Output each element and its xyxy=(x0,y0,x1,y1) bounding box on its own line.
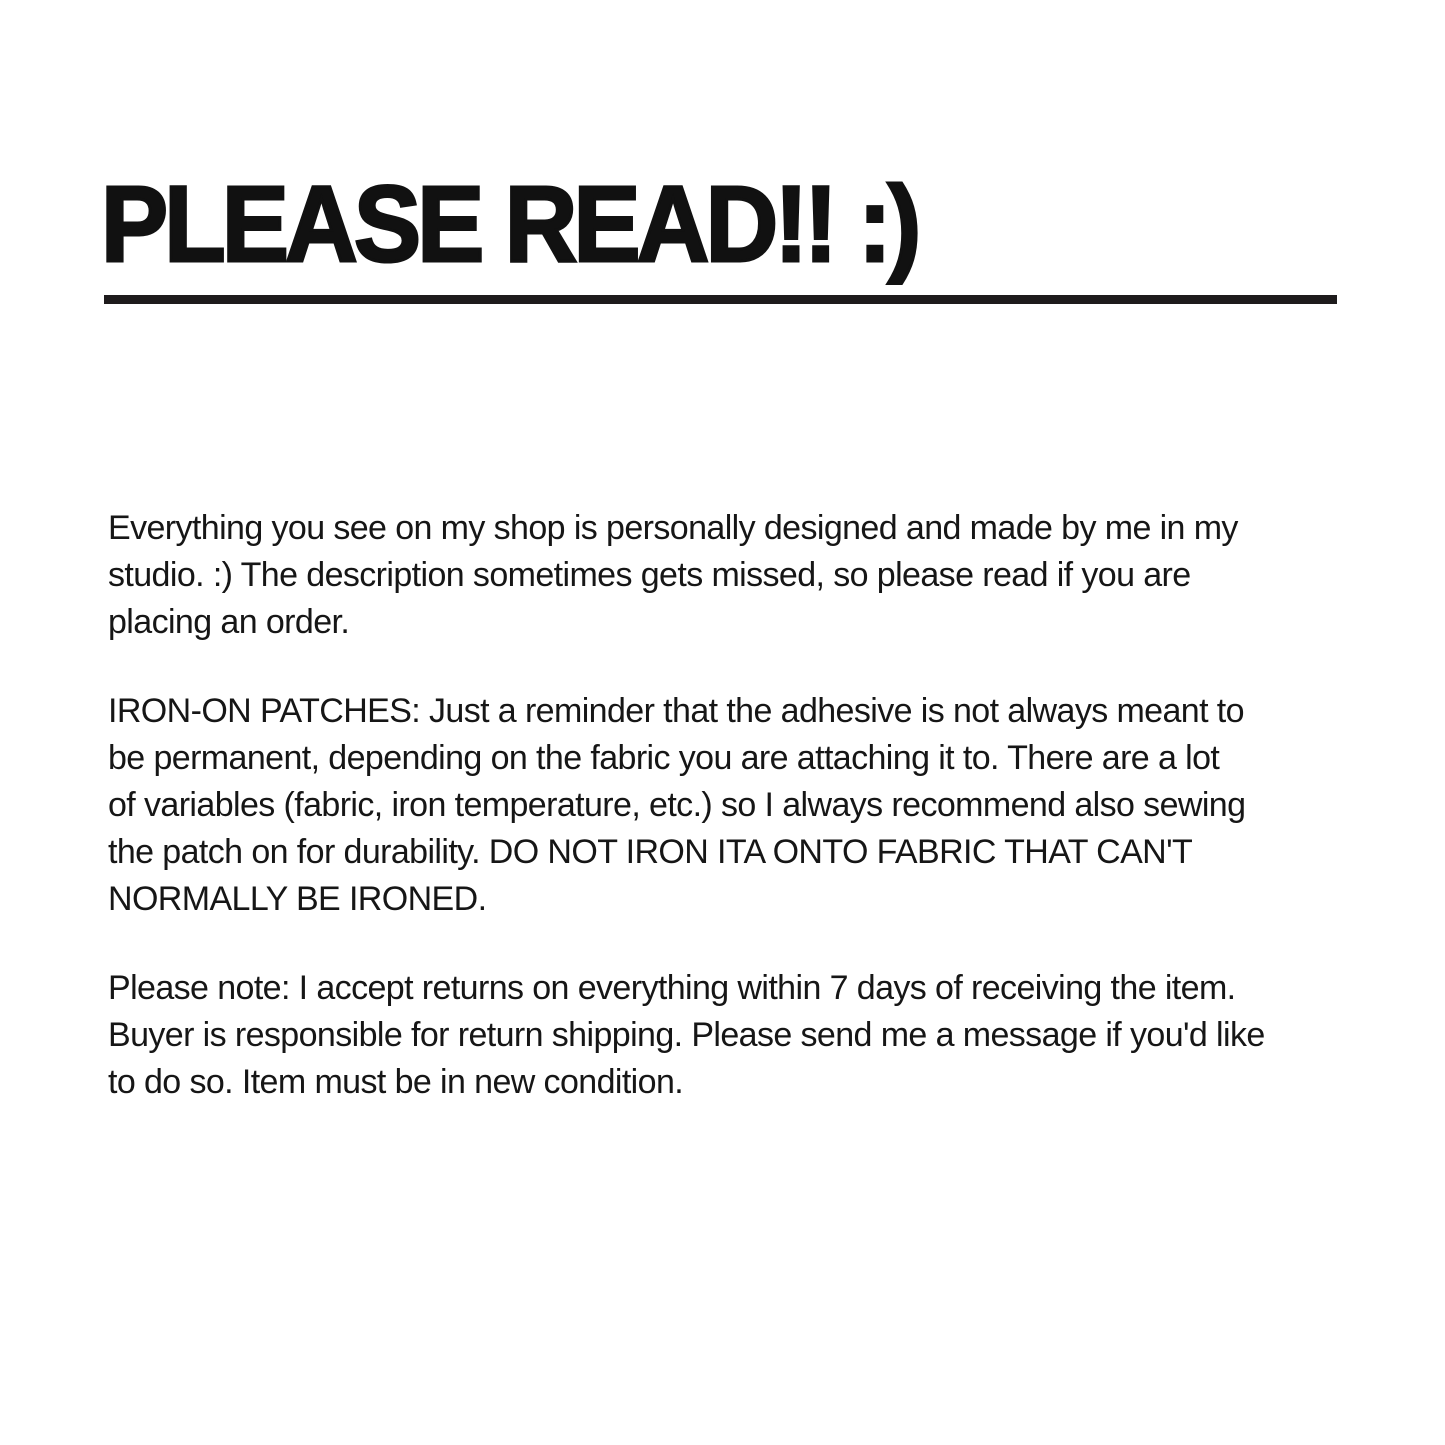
text-line: NORMALLY BE IRONED. xyxy=(108,880,487,918)
text-line: of variables (fabric, iron temperature, etc.) so I always recommend also sewing xyxy=(108,786,1246,824)
text-line: Buyer is responsible for return shipping. Please send me a message if you'd like xyxy=(108,1016,1265,1054)
text-line: studio. :) The description sometimes gets missed, so please read if you are xyxy=(108,556,1191,594)
text-line: Everything you see on my shop is personally designed and made by me in my xyxy=(108,509,1238,547)
text-line: placing an order. xyxy=(108,603,350,641)
text-line: the patch on for durability. DO NOT IRON ITA ONTO FABRIC THAT CAN'T xyxy=(108,833,1193,871)
paragraph-shop-intro xyxy=(108,505,1368,646)
text-line: IRON-ON PATCHES: Just a reminder that the adhesive is not always meant to xyxy=(108,692,1244,730)
body-text xyxy=(108,505,1368,1106)
paragraph-iron-on-patches xyxy=(108,688,1368,923)
paragraph-returns-policy xyxy=(108,965,1368,1106)
text-line: to do so. Item must be in new condition. xyxy=(108,1063,684,1101)
divider-rule xyxy=(104,295,1337,304)
page-title: PLEASE READ!! :) xyxy=(101,163,918,284)
text-line: be permanent, depending on the fabric you are attaching it to. There are a lot xyxy=(108,739,1220,777)
text-line: Please note: I accept returns on everything within 7 days of receiving the item. xyxy=(108,969,1236,1007)
